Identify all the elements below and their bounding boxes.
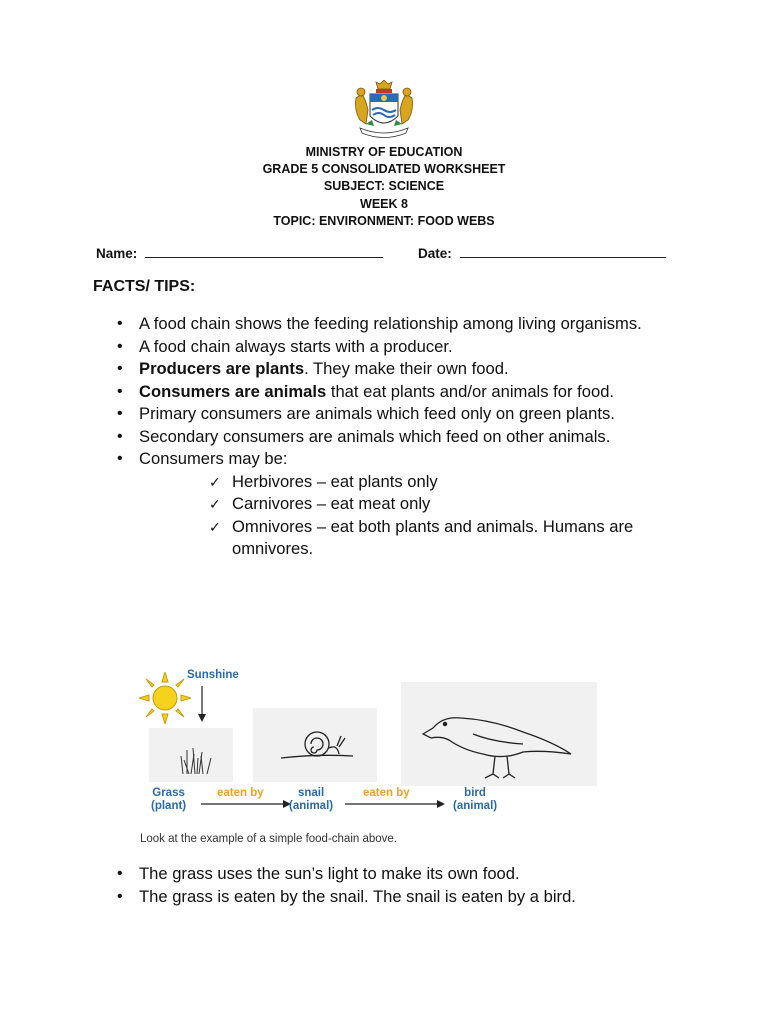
list-item: • A food chain always starts with a producer.	[117, 336, 453, 356]
facts-list	[117, 313, 699, 561]
worksheet-title: GRADE 5 CONSOLIDATED WORKSHEET	[262, 162, 506, 177]
name-blank[interactable]	[145, 245, 383, 258]
list-item: ✓ Carnivores – eat meat only	[207, 493, 699, 516]
right-arrow-icon	[201, 799, 291, 809]
diagram-caption: Look at the example of a simple food-chain above.	[140, 833, 397, 845]
eaten-by-label-1: eaten by	[217, 787, 264, 799]
subject-line: SUBJECT: SCIENCE	[323, 179, 445, 194]
list-item: • Consumers are animals that eat plants and/or animals for food.	[117, 381, 615, 401]
ministry-title: MINISTRY OF EDUCATION	[305, 145, 463, 159]
date-field	[418, 245, 666, 261]
list-item: • Producers are plants. They make their own food.	[117, 359, 509, 378]
list-item: • Secondary consumers are animals which feed on other animals.	[117, 426, 611, 446]
consumer-types-list	[207, 471, 699, 561]
snail-icon	[277, 724, 357, 764]
bird-label: bird (animal)	[453, 787, 498, 812]
summary-list	[117, 863, 719, 908]
list-item: ✓ Omnivores – eat both plants and animals. Humans are omnivores.	[209, 516, 634, 558]
checkmark-icon: ✓	[209, 518, 221, 535]
date-blank[interactable]	[460, 245, 666, 258]
list-item: • The grass uses the sun’s light to make its own food.	[117, 864, 520, 883]
date-label: Date:	[418, 246, 452, 261]
week-line: WEEK 8	[360, 196, 408, 211]
list-item: • Primary consumers are animals which feed only on green plants.	[117, 404, 615, 423]
snail-label: snail (animal)	[289, 787, 334, 812]
sunshine-label: Sunshine	[187, 669, 239, 681]
document-header	[0, 144, 768, 230]
coat-of-arms-icon	[352, 80, 416, 140]
food-chain-diagram	[137, 660, 607, 850]
list-item: ✓ Herbivores – eat plants only	[207, 471, 699, 494]
list-item: • Consumers may be:	[117, 449, 288, 468]
grass-label: Grass (plant)	[151, 787, 187, 812]
topic-line: TOPIC: ENVIRONMENT: FOOD WEBS	[273, 213, 495, 228]
checkmark-icon: ✓	[209, 473, 221, 490]
list-item: • A food chain shows the feeding relationship among living organisms.	[117, 314, 642, 333]
checkmark-icon: ✓	[209, 496, 221, 512]
right-arrow-icon	[345, 799, 445, 809]
list-item: • The grass is eaten by the snail. The snail is eaten by a bird.	[117, 886, 576, 906]
sun-icon	[139, 672, 191, 724]
facts-heading: FACTS/ TIPS:	[93, 278, 196, 295]
name-field	[96, 245, 383, 261]
bird-icon	[413, 694, 573, 780]
down-arrow-icon	[197, 686, 207, 722]
name-label: Name:	[96, 246, 138, 261]
grass-icon	[179, 744, 215, 774]
eaten-by-label-2: eaten by	[363, 787, 410, 799]
